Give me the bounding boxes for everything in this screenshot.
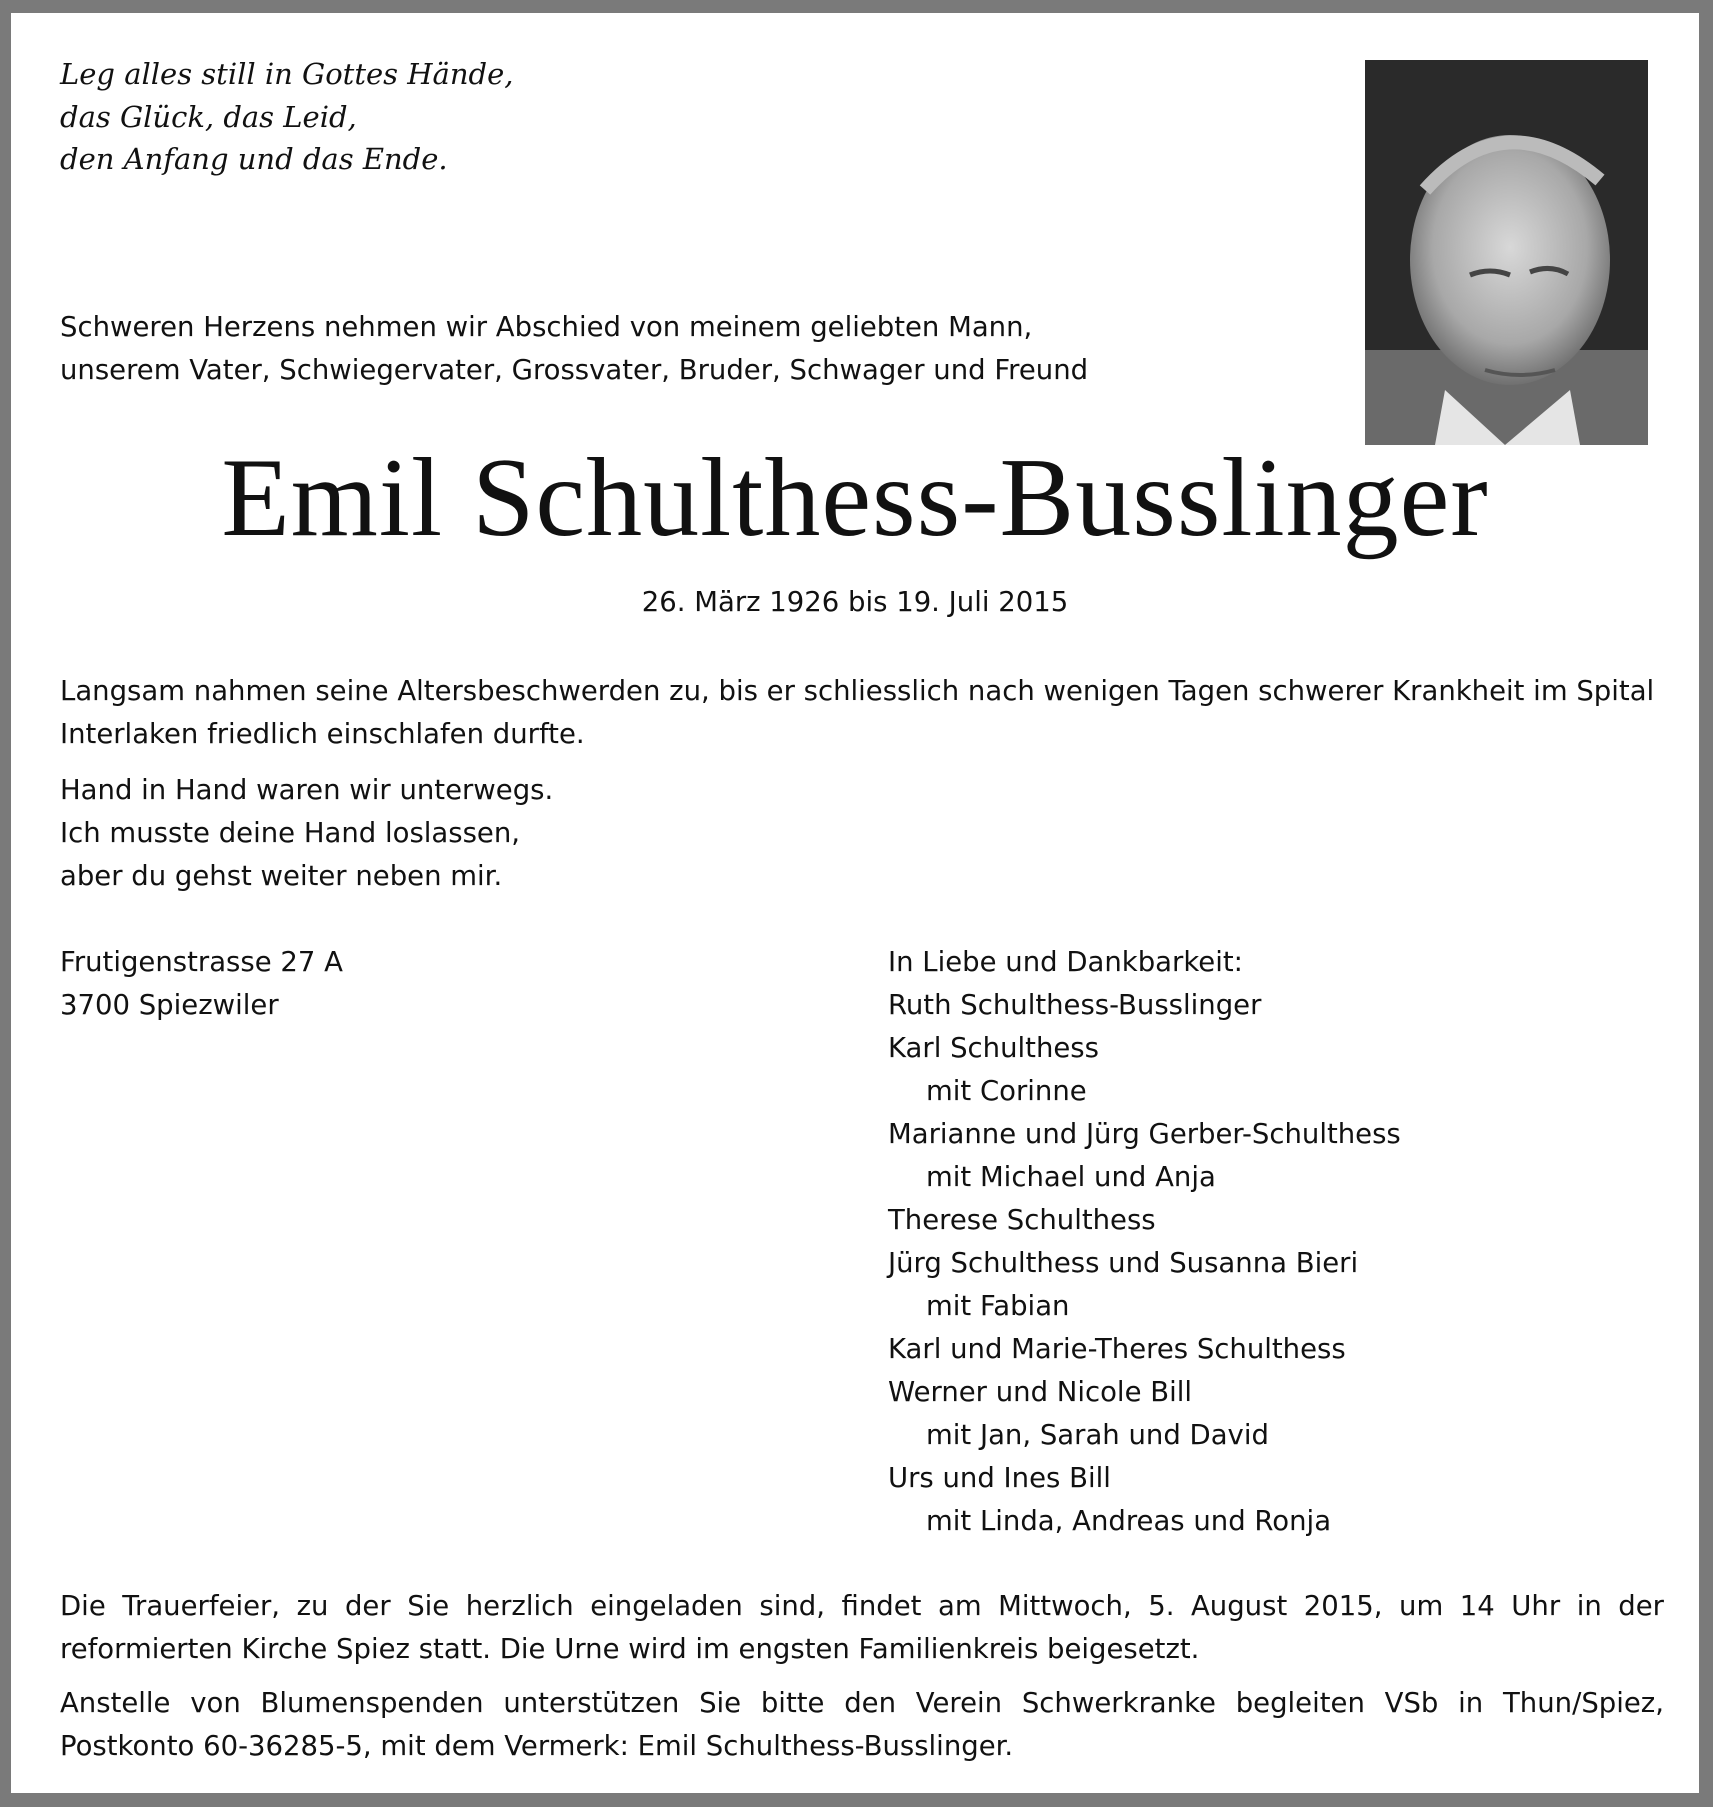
portrait-photo bbox=[1365, 60, 1648, 445]
verse bbox=[60, 769, 553, 898]
address-city: 3700 Spiezwiler bbox=[60, 989, 279, 1021]
family-member: Marianne und Jürg Gerber-Schulthess bbox=[888, 1118, 1401, 1150]
intro-text bbox=[60, 306, 1088, 392]
poem-line: den Anfang und das Ende. bbox=[60, 142, 448, 176]
poem-line: das Glück, das Leid, bbox=[60, 99, 357, 134]
family-member: mit Corinne bbox=[926, 1075, 1087, 1107]
family-member: Ruth Schulthess-Busslinger bbox=[888, 989, 1262, 1021]
funeral-info: Die Trauerfeier, zu der Sie herzlich eingeladen sind, findet am Mittwoch, 5. August 2015, um 14 Uhr in der reformierten Kirche Spiez statt. Die Urne wird im engsten Familienkreis beigesetzt. bbox=[60, 1590, 1664, 1665]
passing-text: Langsam nahmen seine Altersbeschwerden zu, bis er schliesslich nach wenigen Tagen schwerer Krankheit im Spital Interlaken friedlich einschlafen durfte. bbox=[60, 675, 1655, 750]
verse-line: aber du gehst weiter neben mir. bbox=[60, 860, 503, 892]
intro-line: Schweren Herzens nehmen wir Abschied von meinem geliebten Mann, bbox=[60, 311, 1033, 343]
family-member: Werner und Nicole Bill bbox=[888, 1376, 1193, 1408]
family-member: Karl Schulthess bbox=[888, 1032, 1099, 1064]
verse-line: Hand in Hand waren wir unterwegs. bbox=[60, 774, 554, 806]
intro-line: unserem Vater, Schwiegervater, Grossvater, Bruder, Schwager und Freund bbox=[60, 354, 1089, 386]
poem-line: Leg alles still in Gottes Hände, bbox=[60, 57, 514, 91]
family-member: Karl und Marie-Theres Schulthess bbox=[888, 1333, 1346, 1365]
address-street: Frutigenstrasse 27 A bbox=[60, 946, 343, 978]
deceased-name: Emil Schulthess-Busslinger bbox=[221, 436, 1489, 560]
poem bbox=[60, 53, 513, 181]
family-member: mit Linda, Andreas und Ronja bbox=[926, 1505, 1332, 1537]
family-member: mit Jan, Sarah und David bbox=[926, 1419, 1269, 1451]
family-list bbox=[888, 941, 1401, 1543]
address bbox=[60, 941, 343, 1027]
family-heading: In Liebe und Dankbarkeit: bbox=[888, 946, 1243, 978]
donation-info: Anstelle von Blumenspenden unterstützen Sie bitte den Verein Schwerkranke begleiten VSb in Thun/Spiez, Postkonto 60-36285-5, mit dem Vermerk: Emil Schulthess-Busslinger. bbox=[60, 1687, 1664, 1762]
family-member: mit Michael und Anja bbox=[926, 1161, 1216, 1193]
family-member: Urs und Ines Bill bbox=[888, 1462, 1111, 1494]
obituary-page bbox=[11, 13, 1699, 1793]
family-member: Therese Schulthess bbox=[888, 1204, 1156, 1236]
life-dates: 26. März 1926 bis 19. Juli 2015 bbox=[641, 586, 1069, 618]
verse-line: Ich musste deine Hand loslassen, bbox=[60, 817, 521, 849]
family-member: Jürg Schulthess und Susanna Bieri bbox=[888, 1247, 1359, 1279]
family-member: mit Fabian bbox=[926, 1290, 1070, 1322]
